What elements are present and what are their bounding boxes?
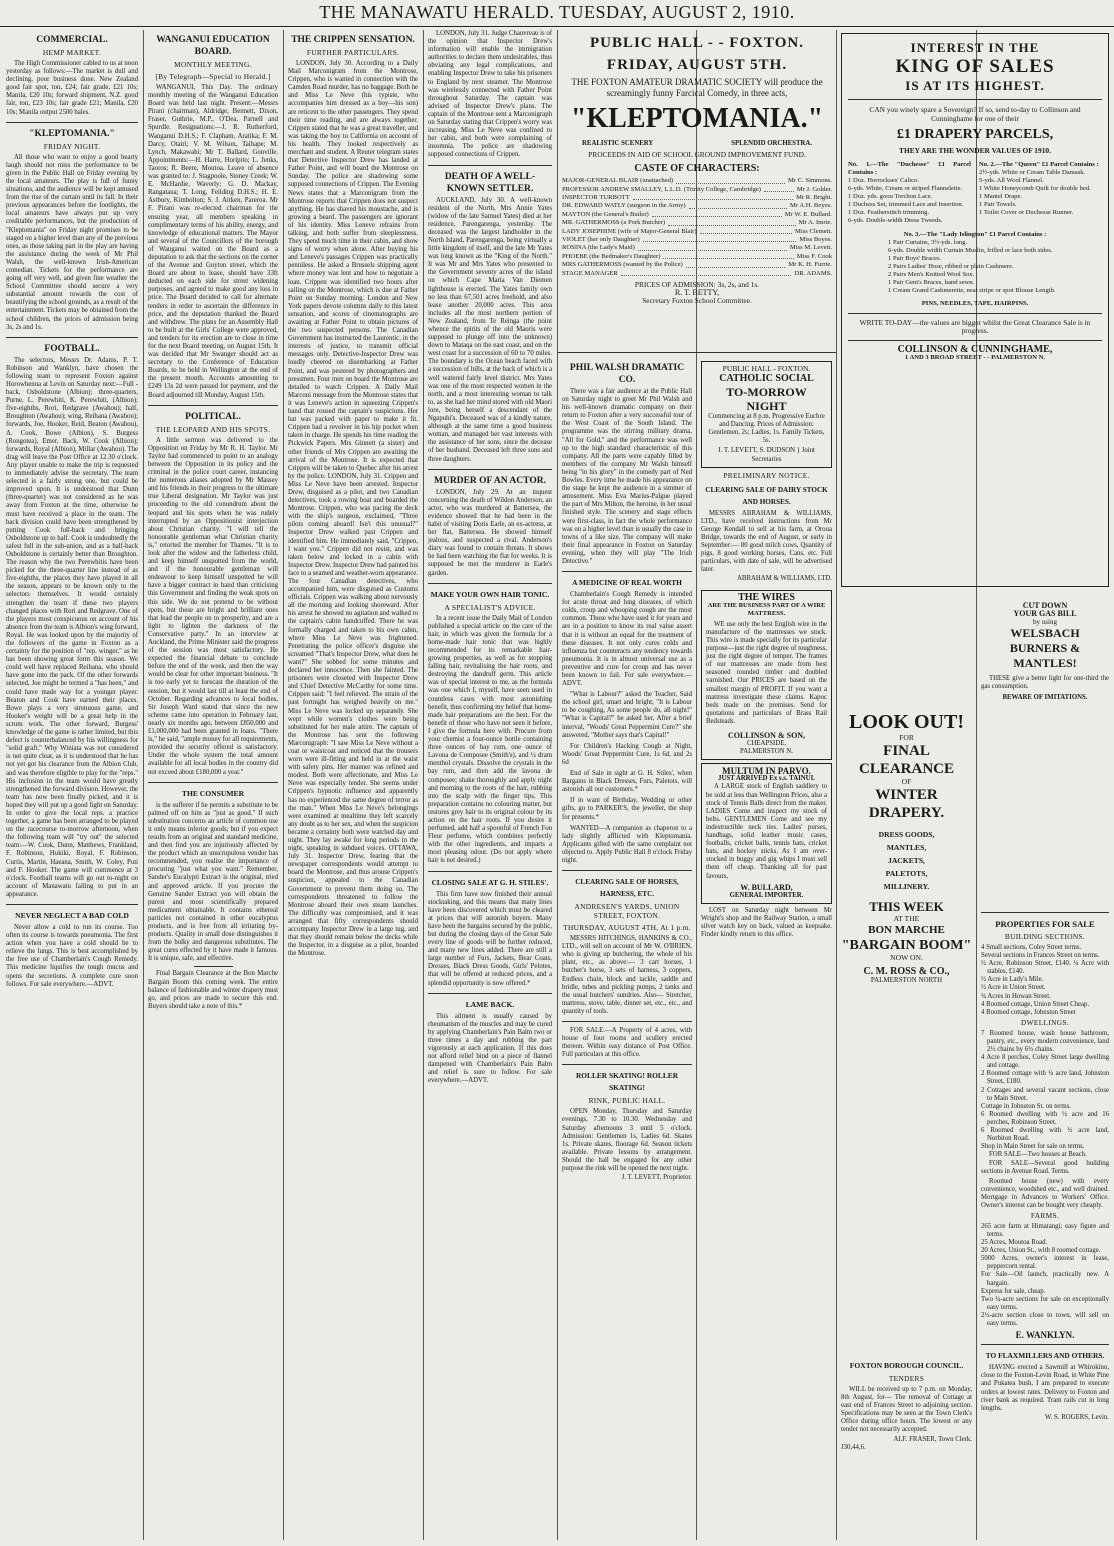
parcel-item: 1 Doz. Featherstitch trimming. [848,209,930,216]
parcel-item: 2½-yds. White or Cream Table Damask. [979,169,1086,176]
farm-list [981,1223,1109,1328]
divider [6,904,138,905]
column-rule [423,30,424,1540]
labour-verse: "What is Labour?" asked the Teacher, Said the school girl, smart and bright; "It is Labour to be coughing, As some people do, all night!" "What is Capital?" he asked her, After a brief interval, "Woods' Great Peppermint Cure?" she answered, "Mother says that's Capital!" [562,691,692,739]
property-item: ½ Acre in Union Street. [981,984,1046,992]
collinson-street: CHEAPSIDE, [746,740,787,748]
column-6 [701,358,832,1542]
farms-heading: FARMS. [1030,1210,1060,1220]
stiles-sale-article: This firm have now finished their annual stocktaking, and this means that many lines have been discovered which must be cleared at prices that will astonish buyers. Many have been the bargains secured by the public, but during the closing days of the Great Sale every line of goods will be further reduced, and many new lines added. There are still a large number of Furs, Jackets, Bear Coats, Dresses, Black Dress Goods, Girls' Pelotes, that will be offered at reduced prices, and a splendid opportunity is now offered.* [428,890,552,987]
winter-drapery: WINTER DRAPERY. [868,787,945,822]
cast-heading: CASTE OF CHARACTERS: [634,163,760,175]
this-week: THIS WEEK [869,899,944,915]
walsh-article: There was a fair audience at the Public Hall on Saturday night to greet Mr Phil Walsh and his well-known dramatic company on their return to Foxton after a very successful tour of the West Coast of the South Island. The programme was the stirring military drama, "All for Gold," and the performance was well up to the high standard characteristic of this company. All the parts were capably filled by members of the company Mr Walsh himself being "in his glory" in the comedy part of Ned Bowles. Every time he made his appearance on the stage he kept the audience in a simmer of amusement. Miss Eva Marius-Palgue played the part of Mrs Milton, the heroine, in her usual finished style. The scenery and stage effects were first-class, in fact the whole performance was on a higher level than is usually the case in towns of a like size. The company will make their final appearance in Foxton on Saturday evening, when they will play "The Irish Detective." [562,388,692,565]
now-on: NOW ON. [890,953,923,963]
death-heading: DEATH OF A WELL-KNOWN SETTLER. [444,171,536,194]
divider [148,405,278,406]
bon-marche: BON MARCHE [868,924,945,937]
farm-item: Express for sale, cheap. [981,1287,1046,1295]
bargain-note: Final Bargain Clearance at the Bon Marche Bargain Boom this coming week. The entire balance of fashionable and winter drapery must go, and prices are made to secure this end. Buyers should take a note of this.* [148,970,278,1010]
crippen-subheading: FURTHER PARTICULARS. [306,48,400,57]
tenders-heading: TENDERS [888,1374,925,1383]
wires-subheading: ARE THE BUSINESS PART OF A WIRE MATTRESS. [707,601,826,617]
cast-row [562,244,832,252]
king-mid: KING OF SALES [895,56,1055,77]
dwelling-item: 4 Acre 8 perches, Coley Street large dwelling and cottage. [981,1054,1109,1070]
gas-top: CUT DOWN [1022,601,1068,610]
catholic-night: TO-MORROW NIGHT [726,385,807,414]
kleptomania-heading: "KLEPTOMANIA." [29,128,115,139]
lame-back-article: This ailment is usually caused by rheumatism of the muscles and may be cured by applying Chamberlain's Pain Balm two or three times a day and rubbing the part vigorously at each application. If this does not afford relief bind on a piece of flannel dampened with Chamberlain's Pain Balm and relief is sure to follow. For sale everywhere.—ADVT. [428,1012,552,1085]
divider [562,571,692,572]
gas-mid: YOUR GAS BILL [1013,609,1077,619]
commercial-heading: COMMERCIAL. [36,35,108,45]
crippen-article: LONDON, July 30. According to a Daily Mail Marconigram from the Montrose, Crippen, who is wanted in connection with the Camden Road murder, has no baggage. Both he and Miss Le Neve (his typiste, who accompanies him dressed as a boy—his son) are reticent to the other passengers. They spend their time reading, and are always together. Crippen stated that he was a great traveller, and was taking the boy to California on account of his health. They looked respectively as merchant and student. A Reuter telegram states that Detective Inspector Drew has landed at Father Point, and will board the Montrose on Sunday. The police are shadowing some supposed connections of Crippen. The Evening News states that a Marconigram from the Montrose reports that Crippen does not suspect anything. He has shaved his moustache, and is growing a beard. The passengers are ignorant of his identity. Miss Leneve refrains from talking, and both suffer from sleeplessness. They spend much time in their cabin, and show signs of worry when alone. After buying his and Leneve's passages Crippen was practically penniless. He asked a Brussels shipping agent where money was lent and how to negotiate a loan. Crippen was identified two hours after sailing on the Montrose, which is due at Father Point on Sunday morning. London and New York papers devote columns daily to this latest sensation, and scores of cinematographs are awaiting at Father Point to obtain pictures of the two suspected persons. The Canadian Government has instructed the Laurentic, in the interests of justice, to transmit official messages only. Detective-Inspector Drew was loudly cheered on disembarking at Father Point, and was pestered by photographers and pressmen. Four men on board the Montrose are detailed to watch Crippen. A Daily Mail Marconi message from the Montrose states that it was Leneve's action in squeezing Crippen's hand that roused the captain's suspicions. Her hat was packed with paper to make it fit. Crippen had a revolver in his hip pocket when taken in charge. He spends his time reading the Pickwick Papers. Mrs Ginnett (a sister) and other friends of Mrs Crippen are awaiting the arrival of the Montrose. It is expected that Crippen will be taken to Quebec after his arrest by the police. LONDON, July 31. Crippen and Miss Le Neve have been arrested. Inspector Drew, disguised as a pilot, and two Canadian detectives, took a rowing boat and boarded the Montrose. Crippen, who was pacing the deck with the ship's surgeon, exclaimed, "Three pilots coming aboard! Isn't this unusual?" Inspector Drew walked past Crippen and identified him. He immediately said, "Crippen, I want you." Crippen did not resist, and was taken below and locked in a cabin with Inspector Drew. Inspector Drew had painted his face to a seamed and weather-worn appearance. The four Canadian detectives, who accompanied him, were disguised as Customs officials. Crippen was walking about nervously all the morning and looking shoreward. After his arrest he showed no agitation and walked to the captain's cabin handcuffed. There he was formally charged and taken to his own cabin, where Miss Le Neve was frightened. Penetrating the police officer's disguise she screamed "That's Inspector Drew, what does he want?" She sobbed for some minutes and declared her innocence. Then she fainted. The prisoners were closeted with Inspector Drew and Chief Detective McCarthy for some time. Crippen said: "I feel relieved. The strain of the past fortnight has weighed heavily on me." Miss Le Neve was locked up separately. She wept while women's clothes were being substituted for her male attire. The captain of the Montrose has sent the following Marconigraph: "I saw Miss Le Neve without a coat or waistcoat and noticed that the trousers worn were ill-fitting and held in at the waist with safety pins. Her manner was refined and modest. Both were affectionate, and Miss Le Neve was especially tender. She seems under Crippen's hypnotic influence and apparently has no experienced the same degree of terror as the man." When Miss Le Neve's belongings were examined at mealtime they left scarcely any doubt as to her sex, and when the suspicion became a certainty both were watched day and night. They lay awake for long periods in the night, speaking in subdued voices. OTTAWA, July 31. Inspector Drew, fearing that the newspaper correspondents would attempt to board the Montrose, and thus arouse Crippen's suspicion, appealed to the Canadian Government to prevent them doing so. The correspondents threatened to follow the Montrose aboard their own steam launches. The difficulty was compromised, and it was arranged that fifty correspondents should accompany Inspector Drew in a large tug, and that they should remain below the decks while the Inspector, in a disguise as a pilot, boarded the Montrose. [288,60,418,958]
column-3 [288,30,418,1542]
drapery-list [841,828,972,893]
dairy-heading: CLEARING SALE OF DAIRY STOCK AND HORSES. [705,485,828,506]
divider [428,993,552,994]
imitations: BEWARE OF IMITATIONS. [1002,694,1088,702]
farm-item: 5000 Acres, owner's interest in lease, peppercorn rental. [981,1255,1109,1271]
divider [148,782,278,783]
farm-item: 20 Acres, Union St., with 8 roomed cottage. [981,1247,1101,1255]
divider [981,912,1109,913]
column-5 [562,358,692,1542]
cast-actor: Miss Boyes. [799,236,832,244]
walsh-heading: PHIL WALSH DRAMATIC CO. [569,363,685,385]
drapery-item: DRESS GOODS, [878,830,935,840]
political-article: A little sermon was delivered to the Opposition on Friday by Mr R. H. Taylor. Mr Taylor had commenced to point to an analogy between the Opposition in its policy and the criminal in the police court career, instancing the numerous aliases adopted by Mr Massey and his friends in their progress to the ultimate true Liberal designation. Mr Taylor was just proceeding to the old conundrum about the leopard and his spots when he was rudely interrupted by an Oppositionist interjection about Christian charity. "I will tell the honourable gentleman what Christian charity is," retorted the member for Thames. "It is to look after the widow and the fatherless child, and keep himself unspotted from the world, and if the honourable gentleman will endeavour to keep himself unspotted he will have a bigger contract in hand than criticising this Government and finding the weak spots on this side. We do not pretend to be without spots, but these are bright and brilliant ones that lead the people on to prosperity, and are a light to lighten the darkness of the Conservative party." In an interview at Auckland, the Prime Minister said the progress of the session was most satisfactory. He expected the financial debate to conclude before the end of the week, and then the way would be clear for other important business. "It is too early yet to forecast the duration of the session, but it would last till at least the end of October. Regarding advances to local bodies, Sir Joseph Ward stated that since the new scheme came into operation in February last, nearly six months ago, between £850,000 and £1,000,000 had been granted in loans. "There is," he said, "ample money for all requirements, provided the security offered is satisfactory. Under the whole system the total amount available for all local bodies in the country did not exceed about £180,000 a year." [148,436,278,776]
council-notice [841,1356,972,1540]
parcel-item: 6-yds. Double width Curtain Muslin, frilled or lace both sides. [888,247,1053,254]
divider [562,1064,692,1065]
dwelling-item: Cottage in Johnston St. on terms. [981,1102,1072,1110]
for-sale-avenue: FOR SALE—Several good building sections in Avenue Road. Terms. [981,1160,1109,1176]
drapery-item: MANTLES, [886,843,927,853]
multum-ad [701,763,832,904]
gas-article: THESE give a better light for one-third the gas consumption. [981,675,1109,691]
cast-row [562,194,832,202]
parcel-item: 1 Pair Towels. [979,201,1017,208]
wires-heading: THE WIRES [738,591,795,603]
consumer-article: is the sufferer if he permits a substitute to be palmed off on him as "just as good." If such substitution concerns an article of common use it only means inferior goods; but if you expect results from an original and standard medicine, and then find you are injuriously affected by the product which an unscrupulous vendor has recommended, you realise the importance of procuring "just what you want." Remember, Sander's Eucalypti Extract is the original, tried and approved article. If you procure the Genuine Sander Extract you will obtain the purest and most scientifically prepared medicament obtainable. It contains ethereal particles not contained in other eucalyptus products, and is free from all irritating by-products. Quality in small dose distinguishes it from the bulky and dangerous substitutes. The great cures effected by it have made it famous. It is unique, safe, and effective. [148,801,278,963]
flax-heading: TO FLAXMILLERS AND OTHERS. [985,1351,1105,1361]
dwelling-item: 7 Roomed house, wash house bathroom, pantry, etc., every modern convenience, land 2½ chains by 6½ chains. [981,1029,1109,1054]
property-item: 4 Roomed cottage, Union Street Cheap. [981,1000,1090,1008]
catholic-secretaries: J. T. LEVETT, S. DUDSON } Joint Secretaries [718,447,815,463]
wires-article: WE use only the best English wire in the manufacture of the mattresses we stock. This wire is made specially for its particular purpose—just the right degree of toughness, just the right degree of temper. The frames of our mattresses are made from best seasoned rounded timber and doubled varnished. Our PRICES are based on the smallest margin of PROFIT. If you want a mattress investigate these claims. Kapoc beds made on the premises. Send for quotations and particulars of Brass Rail Bedsteads. [706,620,827,725]
farm-item: 265 acre farm at Himatangi; easy figure and terms. [981,1222,1109,1238]
murder-heading: MURDER OF AN ACTOR. [434,475,546,486]
political-heading: POLITICAL. [185,411,241,422]
council-heading: FOXTON BOROUGH COUNCIL. [849,1361,964,1370]
consumer-heading: THE CONSUMER [181,788,245,798]
divider [428,871,552,872]
for-word: FOR [899,733,914,742]
column-8 [981,700,1109,1540]
skating-signature: J. T. LEVETT, Proprietor. [621,1174,692,1182]
cast-actor: Miss M. Levett. [789,244,832,252]
collinson-town: PALMERSTON N. [740,748,793,756]
gas-ad [981,594,1109,702]
wanted-note: WANTED—A companion as chaperon to a lady slightly afflicted with Kleptomania. Applicants gifted with the same complaint not objected to. Apply Public Hall 8 o'clock Friday night. [562,824,692,864]
gas-by: by using [1033,618,1057,627]
cold-article: Never allow a cold to run its course. Too often its course is towards pneumonia. The first action when you have a cold should be to relieve the lungs. This is best accomplished by the free use of Chamberlain's Cough Remedy. This medicine liquifies the tough mucus and opens the secretions. A complete cure soon follows. For sale everywhere.—ADVT. [6,924,138,988]
parcel-item: 1 Mantel Drape. [979,193,1023,200]
dwellings-heading: DWELLINGS. [1021,1017,1069,1027]
lame-back-heading: LAME BACK. [465,999,515,1009]
parcel-item: 1 Pair Curtains, 3½-yds. long. [888,239,968,246]
parcel-item: 1 Duchess Set, trimmed Lace and Insertion. [848,201,964,208]
multum-heading: MULTUM IN PARVO. [722,766,811,777]
horses-yards: ANDRESEN'S YARDS, UNION STREET, FOXTON. [574,902,680,921]
kleptomania-article: All those who want to enjoy a good hearty laugh should not miss the performance to be given in the Public Hall on Friday evening by the local amateurs. The play is full of funny situations, and the audience will be kept amused from the rise of the curtain until its fall. In their previous appearances before the footlights, the local amateurs have always put up very creditable performances, but the production of "Kleptomania" on Friday night promises to be staged on a higher level than any of the previous ones, as those taking part in the play are having the assistance during the week of Mr Phil Walsh, the well-known Irish-American comedian. Tickets for the performance are going off very well, and given fine weather the School Committee should secure a very substantial amount towards the cost of beautifying the school grounds, as a result of the entertainment. Tickets may be obtained from the school children, the prices of admission being 3s, 2s and 1s. [6,153,138,331]
final-clearance: FINAL CLEARANCE [858,743,954,778]
council-article: WILL be received up to 7 p.m. on Monday, 8th August, for— The removal of Cottage at east end of Frances Street to adjoining section. Specifications may be seen at the Town Clerk's Office during office hours. The lowest or any tender not necessarily accepted. [841,1386,972,1434]
children-cough-note: For Children's Hacking Cough at Night, Woods' Great Peppermint Cure, 1s 6d, and 2s 6d [562,742,692,766]
property-list [981,944,1109,1017]
crippen-continued: LONDON, July 31. Judge Chauvreau is of the opinion that Inspector Drew's information will enable the immigration authorities to declare them undesirables, thus obviating any legal complications, and enabling Inspector Drew to take his prisoners to England by next steamer. The Montrose was wirelessly connected with Father Point throughout Saturday. The captain was advised of Inspector Drew's plans. The captain of the Montrose sent a Marconigraph on Saturday stating that Crippen's worry was increasing. Miss Le Neve was confined to her cabin, and both were complaining of insomnia. The police are shadowing supposed connections of Crippen. [428,30,552,159]
property-item: Several sections in Frances Street on terms. [981,952,1100,960]
parcel-3-list [848,239,1102,295]
drapery-item: JACKETS, [888,856,925,866]
divider [6,337,138,338]
divider [558,352,836,353]
cast-row [562,228,832,236]
board-byline: [By Telegraph—Special to Herald.] [155,72,271,81]
parcel-item: 2 Pairs Ladies' Hose, ribbed or plain Cashmere. [888,263,1014,270]
catholic-social-ad [701,361,832,468]
cast-actor: DR. ADAMS. [794,269,832,277]
cast-role: ROSINA (the Lady's Maid) [562,244,635,252]
remedy-heading: A MEDICINE OF REAL WORTH [572,578,682,588]
political-subheading: THE LEOPARD AND HIS SPOTS. [155,424,271,434]
remedy-article: Chamberlain's Cough Remedy is intended for acute throat and lung diseases, of which colds, croup and whooping cough are the most common. Those who have used it for years and are in a position to know its real value assert that it is without an equal for the treatment of these diseases. It not only cures colds and influenza but counteracts any tendency towards pneumonia. It is in almost universal use as a preventive and cure for croup and has never been known to fail. For sale everywhere.—ADVT. [562,591,692,688]
hemp-subheading: HEMP MARKET. [42,48,102,57]
cast-row [562,219,832,227]
cast-actor: Mr K. H. Furrie. [788,261,832,269]
drapery-item: PALETOTS, [885,869,928,879]
horses-article: MESSRS HITCHINGS, HANKINS & CO., LTD., will sell on account of Mr W. O'BRIEN, who is giving up butchering, the whole of his plant, etc., as above:— 3 cart horses, 1 butcher's horse, 3 sets of harness, 3 coppers, Endless chain, block and tackle, saddle and bridle, tubes and pickling pumps, 2 tanks and the usual butchers' sundries. Also— Stretcher, mattress, stove, table, dinner set, etc., etc., and quantity of tools. [562,935,692,1015]
cast-row [562,186,832,194]
hair-heading: MAKE YOUR OWN HAIR TONIC. [430,589,550,599]
parcel-item: 6-yds. White, Cream or striped Flannelette. [848,185,963,192]
catholic-heading: CATHOLIC SOCIAL [719,373,814,385]
parcel-item: 6-yds. Double-width Dress Tweeds. [848,217,943,224]
farm-item: 25 Acres, Moutoa Road. [981,1239,1048,1247]
flax-signature: W. S. ROGERS, Levin. [1044,1413,1109,1421]
divider [6,122,138,123]
parcel-item: 1 White Honeycomb Quilt for double bed. [979,185,1091,192]
parcel-item: 1 Cream Grand Cashmerette, neat stripe or spot Blouse Length. [888,287,1056,294]
society-text: THE FOXTON AMATEUR DRAMATIC SOCIETY will produce the screamingly funny Farcical Comedy, in three acts, [571,77,823,98]
parcel-item: 1 Doz. Horrockses' Calico. [848,177,919,184]
of-word: OF [901,777,912,787]
parcel-2-list [979,169,1102,217]
scenery-left: REALISTIC SCENERY [582,140,654,147]
kleptomania-subheading: FRIDAY NIGHT. [43,141,101,151]
masthead: THE MANAWATU HERALD. TUESDAY, AUGUST 2, 1910. [0,0,1114,27]
king-bottom: IS AT ITS HIGHEST. [905,78,1045,93]
cc-address: 1 AND 3 BROAD STREET - - PALMERSTON N. [904,354,1046,361]
cast-actor: Mr J. Golder. [796,185,832,193]
property-heading: PROPERTIES FOR SALE [995,919,1095,929]
catholic-hall: PUBLIC HALL - FOXTON. [722,364,811,373]
dwelling-item: 2 Cottages and several vacant sections, close to Main Street. [981,1086,1109,1102]
king-of-sales-ad [841,30,1109,590]
cast-actor: Miss Clemett. [795,227,832,235]
cast-row [562,270,832,278]
column-rule [283,30,284,1540]
dwelling-item: 6 Roomed dwelling with ½ acre land, Norbiton Road. [981,1126,1109,1143]
farm-item: For Sale—Oil launch, practically new. A bargain. [981,1271,1109,1287]
wanklyn: E. WANKLYN. [1015,1330,1075,1341]
cast-row [562,177,832,185]
for-sale-beach: FOR SALE—Two houses at Beach. [989,1151,1087,1159]
cast-actor: Miss F. Cook [796,252,832,260]
property-item: ½ Acre, Robinson Street, £140. ¼ Acre with stables, £140. [981,960,1109,976]
cast-actor: Mr A. Imrie. [798,219,832,227]
property-item: 4 Small sections, Coley Street terms. [981,944,1082,951]
football-article: The selectors, Messrs Dr. Adams, P. T. Robinson and Wanklyn, have chosen the following team to represent Foxton against Horowhenua at Levin on Saturday next:—Full - back, Osboldstone (Albion); three-quarters, Purne, L. Perewhiti, K. Perewhiti, (Albion); five-eighths, Rori, Redgrave (Awahou); half, Broughton (Awahou); wing, Reihana (Awahou); forwards, Joe, Hooker, Reid, Beaton (Awahou), A. Cook, Bowe (Albion), S. Burgess (Rongotea), Emer, Back, W. Cook (Albion); forwards, Royal (Albion), Millar (Awahou). The drag will leave the Post Office at 12.30 o'clock. Any player unable to make the trip is requested to immediately advise the secretary. The team selected is a fairly strong one, but could be improved upon. It is understood that Dunn (three-quarter) was not considered as he was away from Foxton at the time, otherwise he must have received a place in the team. The back division could have been strengthened by putting Cook full-back and bringing Osboldstone up to half. Cook is undoubtedly the safest full in the sub-union, and as a half-back Osboldstone is certainly better than Broughton. The reason why the two Perewhitis have been picked for the three-quarter line instead of as five-eighths, the places they have played in all the season, appears to be known only to the selectors themselves. It would certainly strengthen the team if these two players changed places with Rori and Redgrave. One of the players most conspicuous on account of his absence from the team is Albion's wing forward, Royal. He was looked upon by the majority of the followers of the game in Foxton as a certainty for the position of "rep. winger," as he has been showing great form this season. We could well have replaced Reihana, who should have gone into the pack. Of the other forwards selected, Joe might be termed a "has been," and could have made way for a younger player. Beaton and Cook have earned their places. Bowe plays a very strenuous game, and Hooker's weight will be a great help in the scrum work. The other forward, Burgess' knowledge of the game is rather limited, but this defect is counterbalanced by his willingness for "solid graft." Why Winiata was not considered is not quite clear, as it is understood that he has not yet got his clearance from the Albion Club, and was therefore eligible to play for the "reps." His inclusion in the team would have greatly strengthened the forward division. However, the team has now been finally picked, and it is hoped they will put up a good fight on Saturday. In order to give the local reps. a practice together, a game has been arranged to be played on the racecourse to-morrow afternoon, when the following team will "try out" the selected team:—W. Cook, Dunn, Matthews, Frankland, F. Robinson, Hukiki, Royal, F. Robinson, Curtis, Martin, Haeana, Smith, W. Coley, Puti and F. Hooker. The game will commence at 3 o'clock. Football teams will go out to-night on account of Manawatu failing to put in an appearance. [6,356,138,898]
parcel-1-list [848,177,971,225]
bullard-name: W. BULLARD, [740,882,793,892]
parcel-item: 1 Pair Boys' Braces. [888,255,942,262]
parcel-item: 1 Pair Gent's Braces, hand sewn. [888,279,975,286]
council-signature: ALF. FRASER, Town Clerk. [893,1435,972,1443]
hair-article: In a recent issue the Daily Mail of London published a special article on the care of the hair, in which was given the formula for a home-made hair tonic that was highly recommended for its remarkable hair-growing properties, as well as for stopping falling hair, revitalising the hair roots, and destroying the dandruff germ. This article was of special interest to me, as the formula was one which I, myself, have seen used in countless cases with most astonishing benefit, thus confirming my belief that home-made hair preparations are the best. For the benefit of those who have not seen it before, I give the formula here with. Procure from your chemist a four-ounce bottle containing three ounces of bay rum, one ounce of Lavona de Composee (Smith's), and ½ dram menthol crystals. Dissolve the crystals in the bay rum, and then add the lavona de composee; shake thoroughly and apply night and morning to the roots of the hair, rubbing into the scalp with the finger tips. This preparation contains no colouring matter, but restores grey hair to its original colour by its action on the hair roots. If you desire it perfumed, add half a spoonful of French Fon Fleur perfume, which combines perfectly with the other ingredients, and imparts a most pleasing odour. (Do not apply where hair is not desired.) [428,614,553,865]
bon-marche-ad [841,700,972,1160]
hall-heading: PUBLIC HALL - - FOXTON. [590,35,804,51]
bullard-title: GENERAL IMPORTER. [729,891,804,899]
multum-subheading: JUST ARRIVED Ex s.s. TAINUI. [718,775,815,783]
collinson-name: COLLINSON & SON, [727,731,806,740]
parcel-item: 1 Doz. yds. goou Torchon Lace. [848,193,933,200]
cast-row [562,261,832,269]
drapery-item: MILLINERY. [883,882,930,892]
welsbach: WELSBACH BURNERS & MANTLES! [1009,626,1081,671]
skating-article: OPEN Monday, Thursday and Saturday evenings, 7.30 to 10.30. Wednesday and Saturday afternoons 3 until 5 o'clock. Admission: Gentlemen 1s, Ladies 6d. Skates 1s. Private skates, floorage 6d. Season tickets available. Private lessons by arrangement. Should the hall be engaged for any other purpose the rink will be opened the next night. [562,1108,692,1173]
property-item: ¾ Acres in Howan Street. [981,992,1051,1000]
football-heading: FOOTBALL. [44,343,100,354]
wedding-note: If in want of Birthday, Wedding or other gifts, go to PARKER'S, the jeweller, the shop for presents.* [562,797,692,821]
multum-article: A LARGE stock of English saddlery to be sold at less than Wellington Prices, also a stock of Tennis Balls direct from the maker. LADIES Come and inspect my stock of belts. GENTLEMEN Come and see my indestructible neck ties. Ladies' purses, handbags, solid leather music cases, footballs, cricket balls, tennis bats, cricket bats, and hockey sticks. As I am over-stocked in buggy and gig whips I must sell them off cheap. Thanking all for past favours, [706,783,827,880]
column-4 [428,30,552,1542]
for-sale-note: FOR SALE.—A Property of 4 acres, with house of four rooms and scullery erected thereon. Within easy distance of Post Office. Full particulars at this office. [562,1027,692,1059]
hall-date: FRIDAY, AUGUST 5TH. [606,57,788,73]
proceeds-note: PROCEEDS IN AID OF SCHOOL GROUND IMPROVEMENT FUND. [588,150,806,160]
property-item: 4 Roomed cottage, Johnston Street [981,1008,1076,1016]
dwelling-item: 6 Roomed dwelling with ½ acre and 16 perches, Robinson Street. [981,1110,1109,1126]
dwelling-item: 2 Roomed cottage with ¼ acre land, Johnston Street, £180. [981,1070,1109,1086]
column-rule [557,30,558,1540]
cast-role: LADY JOSEPHINE (wife of Major-General Blair) [562,227,697,235]
horses-heading: CLEARING SALE OF HORSES, HARNESS, ETC. [575,878,679,899]
preliminary-notice: PRELIMINARY NOTICE. [723,470,810,480]
cast-actor: Mr A.H. Boyes. [790,202,832,210]
divider [428,469,552,470]
parcels-heading: £1 DRAPERY PARCELS, [896,127,1054,142]
cast-actor: Mr W. E. Bullard. [784,210,832,218]
parcel-2-heading: No. 2.—The "Queen" £1 Parcel Contains : [979,161,1099,168]
cold-heading: NEVER NEGLECT A BAD COLD [15,911,129,920]
bargain-boom: "BARGAIN BOOM" [841,938,972,954]
death-article: AUCKLAND, July 30. A well-known resident of the North, Mrs Annie Yates (widow of the late Samuel Yates) died at her residence, Parengarenga, yesterday. The deceased was the largest landholder in the North Island, Parengarenga, being virtually a little kingdom of itself, and the late Mr Yates was long known as the "King of the North." It was Mr and Mrs Yates who presented to the Government seventy acres of the island on which Cape Maria Van Diemen lighthouse is erected. The Yates family own no less than 67,501 acres freehold, and also lease another 20,000 acres. This area includes all the most northern portion of New Zealand, from Te Reinga (the point whence the spirits of the old Maoris were supposed to plunge off into the unknown) down to Mataqa on the east coast, and on the west coast for a succession of 60 to 70 miles. The boundary is the Ocean beach faced with a succession of hills, at the back of which is a well watered fairly level district. Mrs Yates was one of the most respected women in the north, and a most interesting woman to talk to, as she had her mind stored with old Maori lore, being herself a descendant of the Ngapuhi's. Deceased was of a kindly nature, although at the same time a good business woman, and managed her vast interests with the assistance of her sons, since the decease of her husband. Deceased left three sons and three daughters. [428,196,553,463]
column-rule [836,30,837,1540]
cast-row [562,236,832,244]
parcel-3-heading: No. 3.—The "Lady Islington" £1 Parcel Contains : [903,231,1047,238]
property-item: ½ Acre in Lady's Mile. [981,976,1044,984]
cc-name: COLLINSON & CUNNINGHAME, [897,344,1053,355]
play-title: "KLEPTOMANIA." [570,103,824,134]
parcel-item: 2 Pairs Men's Knitted Wool Sox. [888,271,975,278]
stiles-note: End of Sale in sight at G. H. Stiles', when Bargains in Black Dresses, Furs, Paletots, will astonish all our customers.* [562,770,692,794]
cast-role: MR. GATHERMOSS (a Pork Butcher) [562,219,666,227]
cast-role: DR. EDWARD WATLY (surgeon in the Army) [562,202,686,210]
cast-role: MAJOR-GENERAL BLAIR (unattached) [562,177,674,185]
column-1 [6,30,138,1542]
farm-item: Two ¼-acre sections for sale on exceptionally easy terms. [981,1295,1109,1311]
cast-role: MRS GATHERMOSS (wanted by the Police) [562,261,683,269]
cast-row [562,202,832,210]
divider [428,583,552,584]
cast-role: PHOEBE (the Bedmaker's Daughter) [562,252,661,260]
crippen-heading: THE CRIPPEN SENSATION. [291,35,415,45]
cast-row [562,211,832,219]
ross-name: C. M. ROSS & CO., [863,966,950,978]
board-subheading: MONTHLY MEETING. [174,60,252,69]
scenery-row [562,140,832,148]
sovereign-text: CAN you wisely spare a Sovereign? If so, send to-day to Collinson and Cunninghame for one of their [869,105,1081,123]
lost-notice: LOST on Saturday night between Mr Wright's shop and the Railway Station, a small silver watch key on back, valued as keepsake. Finder kindly return to this office. [701,906,832,939]
wires-ad [701,590,832,761]
cast-role: PROFESSOR ANDREW SMALLEY, L.L.D. (Trinity College, Cambridge) [562,185,761,193]
secretary-name: R. T. BETTY, [674,288,720,298]
flax-article: HAVING erected a Sawmill at Whirokino, close to the Foxton-Levin Road, in White Pine and Pukatea bush, I am prepared to execute orders at lowest rates. Delivery to Foxton and river bank as required. Tram rails cut in long lengths. [981,1364,1109,1412]
farm-item: 2½-acre section close to town, will sell on easy terms. [981,1311,1109,1328]
cast-actor: Mr C. Simmons. [788,177,832,185]
divider [562,1021,692,1022]
board-heading: WANGANUI EDUCATION BOARD. [156,35,270,57]
dwelling-list [981,1030,1109,1151]
dwelling-item: Shop in Main Street for sale on terms. [981,1143,1085,1151]
murder-article: LONDON, July 29. At an inquest concerning the death of Wildon Anderson, an actor, who was murdered at Battersea, the evidence showed that he had been in the habit of visiting Doris Earle, an ex-actress, at her flat, Battersea. He showed himself jealous, and suspected a rival. Anderson's diary was found to contain threats. It shows he had been watching the flat for weeks. It is supposed he met the murderer in Earle's garden. [428,488,552,577]
hemp-article: The High Commissioner cabled to us at noon yesterday as follows:—The market is dull and declining, poor business done. New Zealand good fair spot, ton, £24; fair grade, £21 10s; Manila, £20 10s; forward shipment, N.Z. good fair, ton, £23 10s; fair grade £21; Manila, £20 10s; Manila output 2500 bales. [6,60,138,116]
council-ref: J30,44,6. [841,1443,866,1451]
cast-actor: Mr R. Bright. [796,194,832,201]
divider [562,870,692,871]
ross-town: PALMERSTON NORTH [870,976,943,985]
divider [428,165,552,166]
skating-heading: ROLLER SKATING! ROLLER SKATING! [575,1071,679,1093]
divider [194,966,233,967]
catholic-details: Commencing at 8 p.m. Progressive Euchre and Dancing. Prices of Admission: Gentlemen, 2s; Ladies, 1s. Family Tickets, 5s. [708,413,825,445]
building-heading: BUILDING SECTIONS. [1004,932,1086,941]
cast-list [562,177,832,278]
at-the: AT THE [893,914,920,924]
cast-role: STAGE MANAGER [562,269,618,277]
pins-line: PINS, NEEDLES, TAPE, HAIRPINS. [921,300,1029,307]
parcel-item: 5-yds. All Wool Flannel. [979,177,1044,184]
dairy-article: MESSRS ABRAHAM & WILLIAMS, LTD., have received instructions from Mr George Kendall to sell at his farm, at Oroua Bridge, towards the end of August, or early in September:— 80 good milch cows, Quantity of pigs, 8 good working horses, Cans, etc. Full particulars, with date of sale, will be advertised later. [701,509,832,574]
secretary-title: Secretary Foxton School Committee. [642,296,752,306]
horses-date: THURSDAY, AUGUST 4TH, At 1 p.m. [563,923,691,933]
rink-location: RINK, PUBLIC HALL. [588,1096,666,1106]
king-top: INTEREST IN THE [910,40,1040,55]
dairy-signature: ABRAHAM & WILLIAMS, LTD. [737,575,832,583]
kleptomania-ad [562,30,832,350]
cast-role: MAYTON (the General's Butler) [562,210,649,218]
hair-subheading: A SPECIALIST'S ADVICE. [444,602,536,612]
cast-role: VIOLET (her only Daughter) [562,236,640,244]
wonder-values: THEY ARE THE WONDER VALUES OF 1910. [899,146,1051,155]
scenery-right: SPLENDID ORCHESTRA. [731,140,812,147]
cast-role: INSPECTOR TURBOTT [562,194,630,201]
cast-row [562,253,832,261]
roomed-house: Roomed house (new) with every convenience, woodshed etc., and well drained. Mortgage in Advances to Workers' Office. Owner's interest can be bought very cheaply. [981,1177,1109,1209]
write-today: WRITE TO-DAY—the values are bigger whilst the Great Clearance Sale is in progress. [859,318,1091,335]
column-rule [143,30,144,1540]
parcel-item: 1 Toilet Cover or Duchesse Runner. [979,209,1074,216]
parcel-1-heading: No. 1.—The "Duchesse" £1 Parcel Contains : [848,161,971,176]
stiles-sale-heading: CLOSING SALE AT G. H. STILES'. [431,877,549,887]
look-out: LOOK OUT! [848,711,964,733]
column-2 [148,30,278,1542]
board-article: WANGANUI, This Day. The ordinary monthly meeting of the Wanganui Education Board was held last night. Present:—Messrs Pirani (chairman), Aldridge, Bennett, Dixon, Fraser, Guthrie, M.P., O'Dea, Parnell and Spurdle. Resignations:—J. R. Rutherford, Wanganui D.H.S.; F. Clapham, Aratika; F. M. Darcy, Otairi; V. M. Wilson, Taihape; M. Lynch, Makawahi; Mr T. Ballard, Gonville. Appointments:—H. Harre, Horipito; L. Jenks, Taoros; R. Beere, Moutoa. Leave of absence was granted to: J. Stagpoole, Stoney Creek; W. E. McHardie, Waverly; G. D. Mackay, Rangataua; T. Long, Feilding D.H.S.; H. E. Astbury, Kimbolton; S. J. Aitken, Pareroa. Mr F. Pirani was re-elected chairman for the ensuing year, all members speaking in complimentary terms of his ability, energy, and knowledge of educational matters. The Mayor and several of the Councillors of the borough of Wanganui waited on the Board as a deputation to ask that the sections on the corner of the Avenue and Guyton street, which the Board are about to lease, should have 33ft deducted on each side for street widening purposes, and agreed to make good any loss in price. The Board decided to call for alternate tenders in order to ascertain the difference in price, and the deputation thanked the Board and withdrew. The plans for an Assembly Hall to be built at the Girls' College were approved, and tenders for its erection are to close in time for the next Board meeting, on August 15th. It was decided that Mr Swanger should act as secretary to the Conference of Education Boards, to be held in Wellington at the end of the present month. Accounts amounting to £249 13s 2d were passed for payment, and the Board adjourned till Monday, August 15th. [148,84,278,399]
divider [981,1344,1109,1345]
admission-prices: PRICES OF ADMISSION: 3s, 2s, and 1s. [634,280,760,290]
